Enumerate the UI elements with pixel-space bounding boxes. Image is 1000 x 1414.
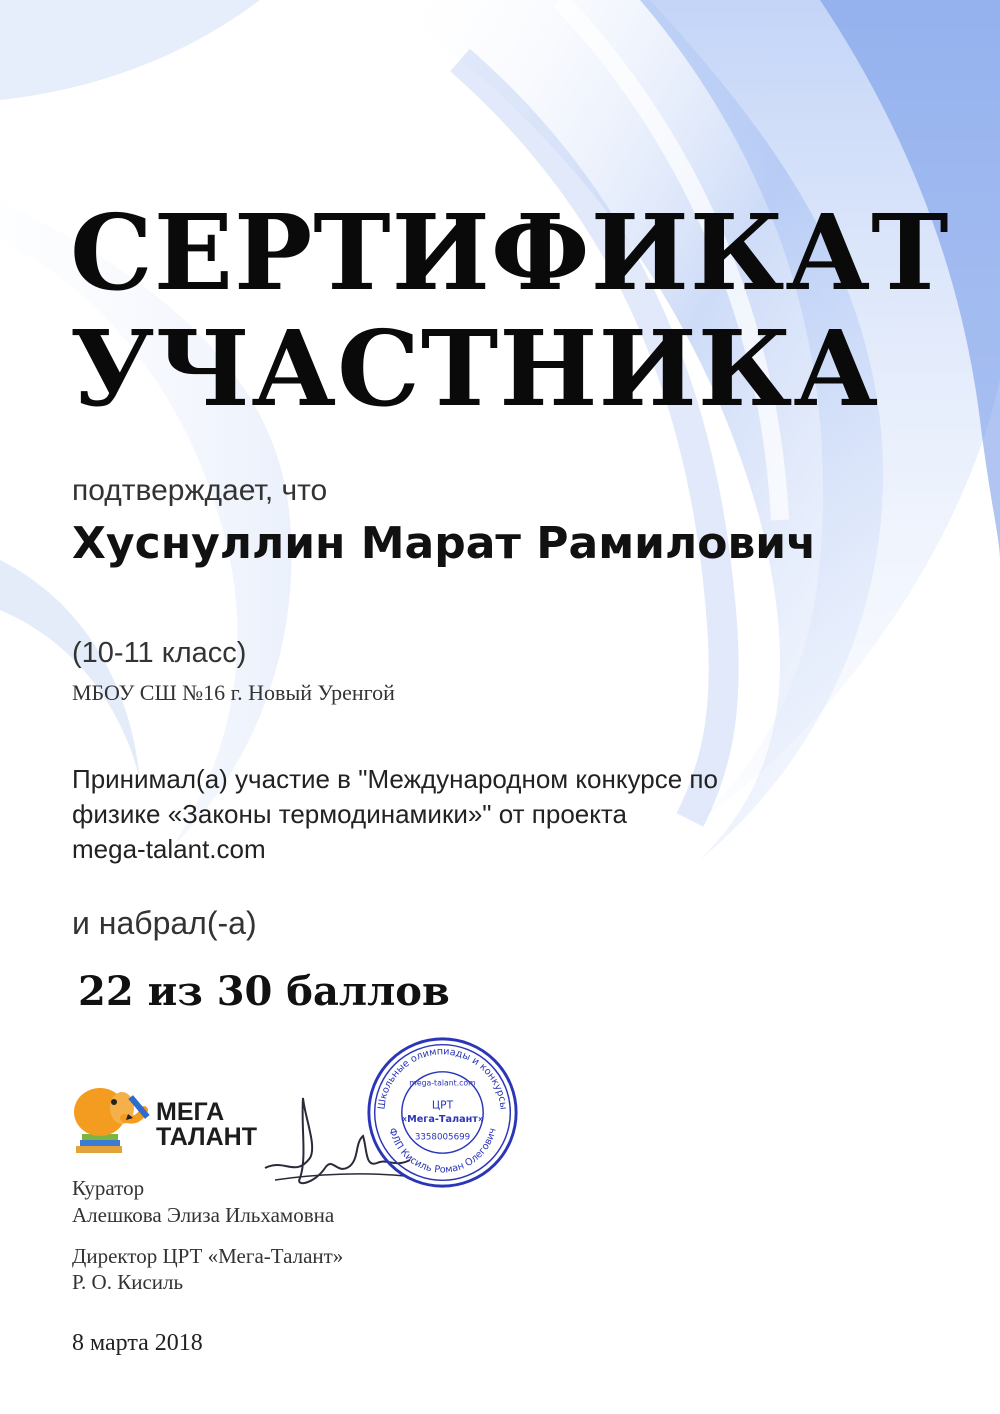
logo-text-line-1: МЕГА	[156, 1098, 225, 1126]
stamp-url: mega-talant.com	[409, 1078, 476, 1088]
issue-date: 8 марта 2018	[72, 1330, 203, 1356]
participation-text	[72, 762, 792, 867]
curator-role: Куратор	[72, 1176, 145, 1200]
logo-text-line-2: ТАЛАНТ	[156, 1123, 257, 1151]
grade-text: (10-11 класс)	[72, 637, 247, 669]
participation-line-2: физике «Законы термодинамики»" от проекта	[72, 799, 627, 829]
stamp-number: 3358005699	[414, 1132, 471, 1143]
scored-label: и набрал(-а)	[72, 905, 257, 941]
curator-name: Алешкова Элиза Ильхамовна	[72, 1203, 335, 1227]
recipient-name: Хуснуллин Марат Рамилович	[72, 518, 817, 569]
title-line-2: УЧАСТНИКА	[70, 307, 880, 430]
score-value: 22 из 30 баллов	[78, 968, 450, 1015]
director-name: Р. О. Кисиль	[72, 1270, 184, 1294]
confirms-text: подтверждает, что	[72, 474, 328, 507]
school-text: МБОУ СШ №16 г. Новый Уренгой	[72, 680, 395, 705]
participation-line-3: mega-talant.com	[72, 834, 266, 864]
stamp-center-line-2: «Мега-Талант»	[400, 1114, 485, 1126]
participation-line-1: Принимал(а) участие в "Международном конкурсе по	[72, 764, 718, 794]
stamp-bottom-text: ФЛП Кисиль Роман Олегович	[386, 1126, 499, 1176]
stamp-outer-text: Школьные олимпиады и конкурсы	[376, 1046, 509, 1111]
stamp-center-line-1: ЦРТ	[431, 1098, 454, 1112]
certificate-title	[70, 191, 950, 430]
director-role: Директор ЦРТ «Мега-Талант»	[72, 1244, 344, 1268]
title-line-1: СЕРТИФИКАТ	[70, 191, 950, 314]
organization-stamp	[365, 1035, 520, 1190]
